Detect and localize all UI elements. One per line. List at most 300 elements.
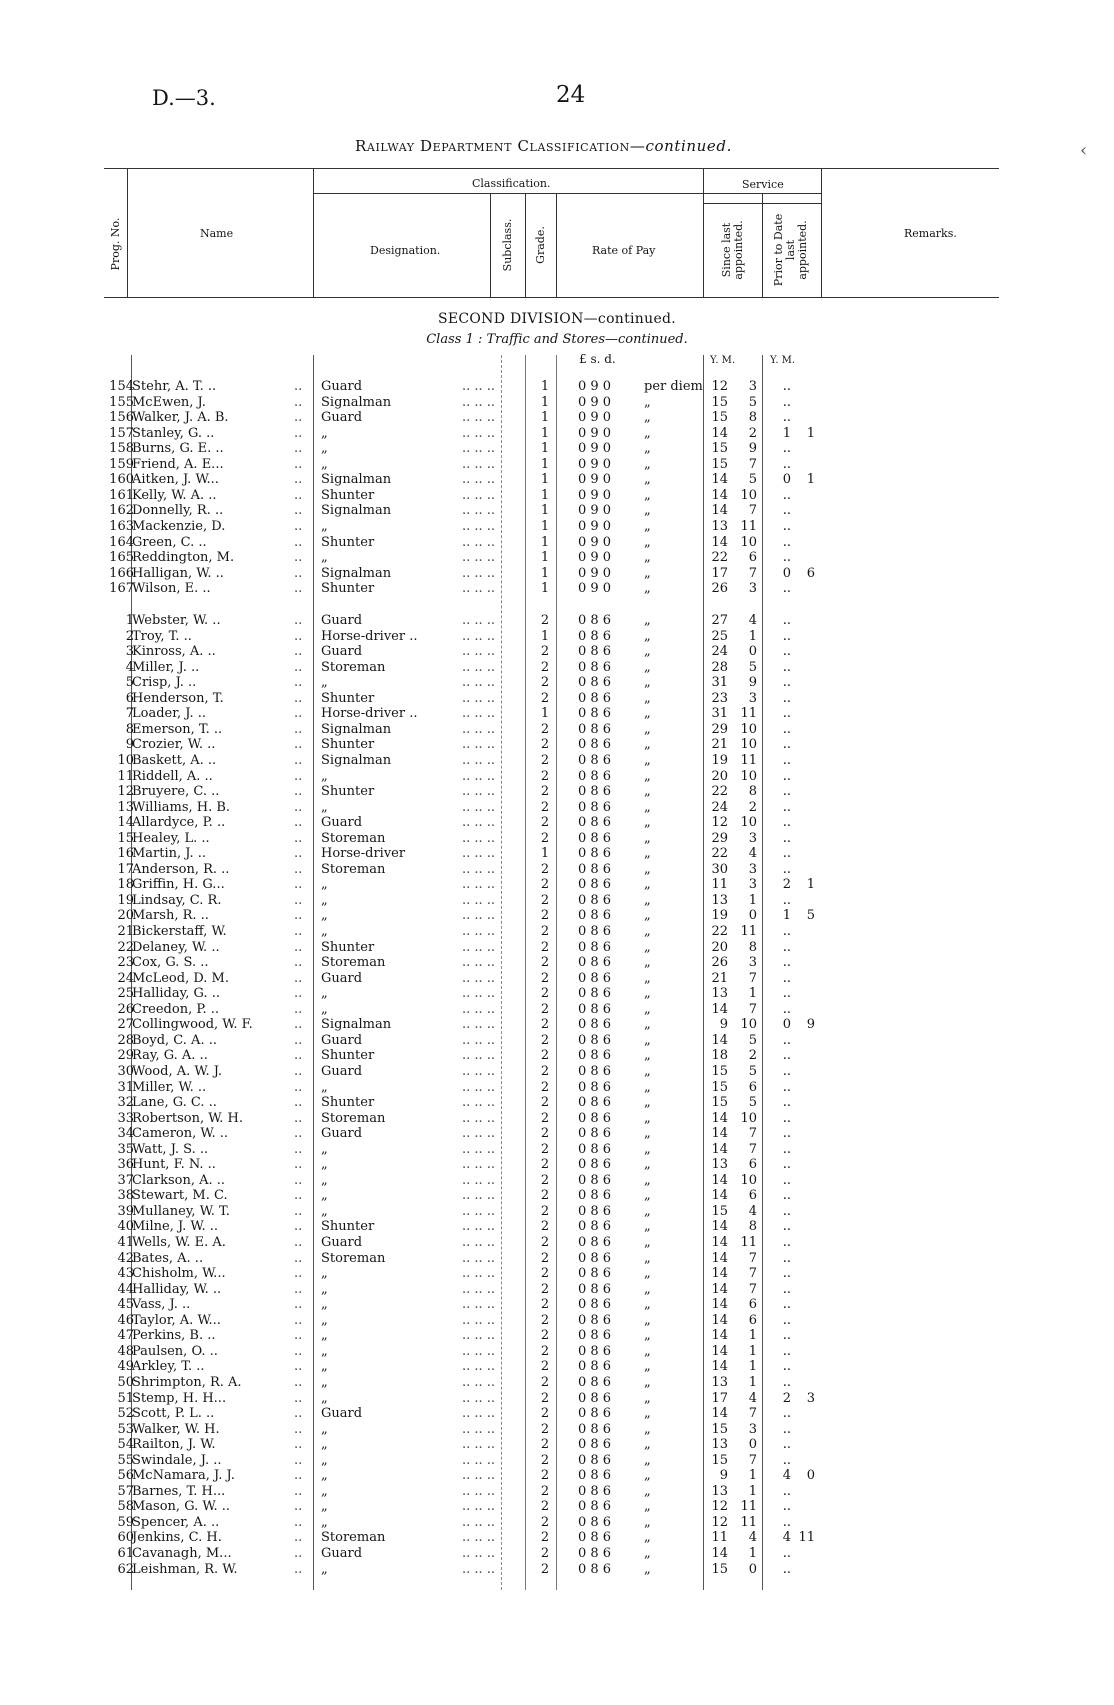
- service-months-cell: 7: [748, 1126, 757, 1142]
- grade-cell: 2: [540, 1374, 550, 1390]
- prog-no-cell: 43: [117, 1266, 134, 1282]
- rate-unit-cell: „: [644, 425, 651, 441]
- table-row: [0, 1017, 1114, 1033]
- table-row: [0, 1297, 1114, 1313]
- table-row: [0, 1126, 1114, 1142]
- service-months-cell: 4: [748, 613, 757, 628]
- rate-cell: 0 8 6: [578, 1374, 612, 1390]
- designation-cell: „: [321, 1561, 328, 1577]
- rate-unit-cell: „: [644, 690, 651, 706]
- rate-cell: 0 9 0: [578, 518, 612, 534]
- leader-dots: .. .. ..: [462, 1219, 496, 1235]
- rate-cell: 0 8 6: [578, 1048, 612, 1064]
- prior-years-cell: ..: [782, 939, 791, 955]
- service-months-cell: 6: [748, 1312, 757, 1328]
- prog-no-cell: 46: [117, 1312, 134, 1328]
- column-header-remarks: Remarks.: [904, 227, 957, 240]
- name-cell: Crisp, J. ..: [132, 675, 197, 691]
- section-subtitle: Class 1 : Traffic and Stores—continued.: [426, 332, 688, 347]
- table-row: [0, 644, 1114, 660]
- designation-cell: „: [321, 1312, 328, 1328]
- grade-cell: 2: [540, 1250, 550, 1266]
- service-years-cell: 20: [711, 768, 728, 784]
- prior-years-cell: ..: [782, 1001, 791, 1017]
- name-cell: Delaney, W. ..: [132, 939, 220, 955]
- service-months-cell: 10: [740, 721, 757, 737]
- table-row: [0, 1530, 1114, 1546]
- leader-dots: ..: [294, 737, 303, 753]
- rate-cell: 0 8 6: [578, 892, 612, 908]
- name-cell: Baskett, A. ..: [132, 752, 217, 768]
- leader-dots: .. .. ..: [462, 425, 496, 441]
- prog-no-cell: 38: [117, 1188, 134, 1204]
- prior-years-cell: ..: [782, 379, 791, 394]
- leader-dots: .. .. ..: [462, 1437, 496, 1453]
- leader-dots: ..: [294, 456, 303, 472]
- service-years-cell: 14: [711, 1126, 728, 1142]
- leader-dots: ..: [294, 1312, 303, 1328]
- rate-unit-cell: „: [644, 456, 651, 472]
- name-cell: Watt, J. S. ..: [132, 1141, 209, 1157]
- grade-cell: 2: [540, 659, 550, 675]
- service-months-cell: 10: [740, 1110, 757, 1126]
- name-cell: Taylor, A. W...: [132, 1312, 221, 1328]
- grade-cell: 1: [540, 628, 550, 644]
- designation-cell: Guard: [321, 1063, 363, 1079]
- name-cell: McNamara, J. J.: [132, 1468, 235, 1484]
- rate-cell: 0 8 6: [578, 784, 612, 800]
- grade-cell: 2: [540, 1437, 550, 1453]
- rate-unit-cell: „: [644, 784, 651, 800]
- prog-no-cell: 163: [109, 518, 134, 534]
- service-months-cell: 3: [748, 877, 757, 893]
- rate-cell: 0 8 6: [578, 1421, 612, 1437]
- rate-unit-cell: „: [644, 1343, 651, 1359]
- designation-cell: Guard: [321, 815, 363, 831]
- prog-no-cell: 11: [117, 768, 134, 784]
- column-header-grade: Grade.: [534, 226, 547, 264]
- rate-cell: 0 9 0: [578, 379, 612, 394]
- prior-years-cell: 1: [782, 908, 791, 924]
- service-months-cell: 1: [748, 1468, 757, 1484]
- service-months-cell: 8: [748, 939, 757, 955]
- prior-years-cell: 1: [782, 425, 791, 441]
- service-years-cell: 9: [719, 1468, 728, 1484]
- table-row: [0, 550, 1114, 566]
- margin-mark: ‹: [1080, 140, 1088, 161]
- service-months-cell: 5: [748, 1095, 757, 1111]
- grade-cell: 1: [540, 487, 550, 503]
- service-years-cell: 29: [711, 721, 728, 737]
- prog-no-cell: 23: [117, 955, 134, 971]
- prior-years-cell: 0: [782, 1017, 791, 1033]
- leader-dots: .. .. ..: [462, 1561, 496, 1577]
- service-months-cell: 11: [740, 1235, 757, 1250]
- rate-unit-cell: „: [644, 472, 651, 488]
- prog-no-cell: 33: [117, 1110, 134, 1126]
- grade-cell: 2: [540, 1048, 550, 1064]
- rate-cell: 0 8 6: [578, 1001, 612, 1017]
- service-years-cell: 22: [711, 784, 728, 800]
- grade-cell: 2: [540, 1219, 550, 1235]
- prior-years-cell: ..: [782, 1546, 791, 1561]
- rate-cell: 0 8 6: [578, 1281, 612, 1297]
- prior-years-cell: ..: [782, 752, 791, 768]
- leader-dots: ..: [294, 861, 303, 877]
- prior-months-cell: 0: [806, 1468, 815, 1484]
- service-years-cell: 15: [711, 1063, 728, 1079]
- leader-dots: .. .. ..: [462, 1390, 496, 1406]
- prior-years-cell: ..: [782, 1343, 791, 1359]
- grade-cell: 2: [540, 986, 550, 1002]
- rate-unit-cell: „: [644, 768, 651, 784]
- leader-dots: ..: [294, 503, 303, 519]
- designation-cell: „: [321, 1359, 328, 1375]
- leader-dots: ..: [294, 487, 303, 503]
- name-cell: Shrimpton, R. A.: [132, 1374, 242, 1390]
- rate-unit-cell: „: [644, 644, 651, 660]
- name-cell: Walker, J. A. B.: [132, 410, 229, 426]
- rate-unit-cell: „: [644, 752, 651, 768]
- service-years-cell: 15: [711, 1203, 728, 1219]
- leader-dots: ..: [294, 1297, 303, 1313]
- prog-no-cell: 34: [117, 1126, 134, 1142]
- prog-no-cell: 53: [117, 1421, 134, 1437]
- table-row: [0, 940, 1114, 956]
- prior-years-cell: ..: [782, 815, 791, 831]
- prog-no-cell: 26: [117, 1001, 134, 1017]
- prior-years-cell: ..: [782, 487, 791, 503]
- table-row: [0, 581, 1114, 597]
- table-row: [0, 722, 1114, 738]
- rate-unit-cell: „: [644, 924, 651, 939]
- name-cell: Halliday, W. ..: [132, 1281, 222, 1297]
- designation-cell: Guard: [321, 970, 363, 986]
- leader-dots: ..: [294, 1001, 303, 1017]
- name-cell: Halligan, W. ..: [132, 565, 224, 581]
- table-row: [0, 877, 1114, 893]
- column-header-prog-no: Prog. No.: [109, 217, 122, 271]
- grade-cell: 1: [540, 534, 550, 550]
- name-cell: Anderson, R. ..: [132, 861, 230, 877]
- leader-dots: ..: [294, 768, 303, 784]
- column-header-prior-to-date: Prior to Date last appointed.: [772, 213, 809, 287]
- name-cell: Miller, J. ..: [132, 659, 200, 675]
- table-row: [0, 1422, 1114, 1438]
- rate-unit-cell: „: [644, 394, 651, 410]
- leader-dots: ..: [294, 752, 303, 768]
- prog-no-cell: 159: [109, 456, 134, 472]
- rate-unit-cell: „: [644, 581, 651, 597]
- column-header-subclass: Subclass.: [501, 218, 514, 272]
- table-row: [0, 1173, 1114, 1189]
- designation-cell: „: [321, 456, 328, 472]
- prog-no-cell: 44: [117, 1281, 134, 1297]
- service-years-cell: 14: [711, 487, 728, 503]
- service-years-cell: 17: [711, 565, 728, 581]
- leader-dots: .. .. ..: [462, 1203, 496, 1219]
- leader-dots: ..: [294, 815, 303, 831]
- grade-cell: 2: [540, 1328, 550, 1344]
- leader-dots: .. .. ..: [462, 1499, 496, 1515]
- prior-years-cell: ..: [782, 441, 791, 457]
- rate-cell: 0 8 6: [578, 1157, 612, 1173]
- prog-no-cell: 56: [117, 1468, 134, 1484]
- designation-cell: Storeman: [321, 1250, 386, 1266]
- leader-dots: ..: [294, 1499, 303, 1515]
- leader-dots: ..: [294, 690, 303, 706]
- name-cell: Cavanagh, M...: [132, 1546, 232, 1561]
- rate-unit-cell: „: [644, 675, 651, 691]
- leader-dots: ..: [294, 425, 303, 441]
- service-years-cell: 15: [711, 456, 728, 472]
- rate-unit-cell: „: [644, 892, 651, 908]
- service-years-cell: 14: [711, 1343, 728, 1359]
- prior-years-cell: ..: [782, 1483, 791, 1499]
- prior-years-cell: ..: [782, 1110, 791, 1126]
- prior-years-cell: ..: [782, 1141, 791, 1157]
- table-row: [0, 519, 1114, 535]
- column-header-classification: Classification.: [472, 177, 551, 190]
- rate-unit-cell: „: [644, 955, 651, 971]
- column-header-name: Name: [200, 227, 234, 240]
- designation-cell: Guard: [321, 613, 363, 628]
- rate-cell: 0 8 6: [578, 1141, 612, 1157]
- leader-dots: ..: [294, 846, 303, 862]
- designation-cell: Shunter: [321, 1095, 375, 1111]
- prior-years-cell: ..: [782, 410, 791, 426]
- rate-cell: 0 8 6: [578, 659, 612, 675]
- name-cell: Hunt, F. N. ..: [132, 1157, 216, 1173]
- rate-cell: 0 8 6: [578, 939, 612, 955]
- leader-dots: ..: [294, 565, 303, 581]
- leader-dots: ..: [294, 441, 303, 457]
- rate-cell: 0 8 6: [578, 924, 612, 939]
- leader-dots: .. .. ..: [462, 1141, 496, 1157]
- leader-dots: ..: [294, 379, 303, 394]
- service-months-cell: 9: [748, 441, 757, 457]
- service-years-cell: 24: [711, 799, 728, 815]
- leader-dots: ..: [294, 1203, 303, 1219]
- rate-cell: 0 9 0: [578, 550, 612, 566]
- prior-years-cell: ..: [782, 690, 791, 706]
- rate-unit-cell: „: [644, 1250, 651, 1266]
- designation-cell: „: [321, 1203, 328, 1219]
- rate-cell: 0 9 0: [578, 503, 612, 519]
- rate-unit-cell: „: [644, 441, 651, 457]
- service-years-cell: 15: [711, 1421, 728, 1437]
- grade-cell: 1: [540, 503, 550, 519]
- leader-dots: .. .. ..: [462, 690, 496, 706]
- leader-dots: .. .. ..: [462, 1079, 496, 1095]
- rate-cell: 0 8 6: [578, 1110, 612, 1126]
- name-cell: Mason, G. W. ..: [132, 1499, 231, 1515]
- grade-cell: 2: [540, 877, 550, 893]
- leader-dots: .. .. ..: [462, 1048, 496, 1064]
- leader-dots: .. .. ..: [462, 518, 496, 534]
- prog-no-cell: 47: [117, 1328, 134, 1344]
- table-row: [0, 846, 1114, 862]
- grade-cell: 2: [540, 1468, 550, 1484]
- table-row: [0, 1562, 1114, 1578]
- prog-no-cell: 166: [109, 565, 134, 581]
- name-cell: Collingwood, W. F.: [132, 1017, 253, 1033]
- rate-cell: 0 8 6: [578, 1561, 612, 1577]
- service-months-cell: 6: [748, 550, 757, 566]
- leader-dots: .. .. ..: [462, 970, 496, 986]
- page-title: [355, 137, 732, 155]
- prog-no-cell: 7: [125, 706, 134, 722]
- rate-unit-cell: „: [644, 815, 651, 831]
- service-months-cell: 7: [748, 1281, 757, 1297]
- service-years-cell: 17: [711, 1390, 728, 1406]
- leader-dots: ..: [294, 550, 303, 566]
- leader-dots: ..: [294, 1235, 303, 1250]
- table-row: [0, 986, 1114, 1002]
- service-months-cell: 1: [748, 1374, 757, 1390]
- name-cell: Friend, A. E...: [132, 456, 224, 472]
- rate-unit-cell: „: [644, 721, 651, 737]
- name-cell: Wells, W. E. A.: [132, 1235, 226, 1250]
- prog-no-cell: 31: [117, 1079, 134, 1095]
- column-header-rate-of-pay: Rate of Pay: [592, 244, 656, 257]
- service-months-cell: 0: [748, 644, 757, 660]
- rate-unit-cell: „: [644, 1514, 651, 1530]
- prior-years-cell: ..: [782, 768, 791, 784]
- leader-dots: .. .. ..: [462, 1452, 496, 1468]
- prior-years-cell: ..: [782, 1359, 791, 1375]
- rate-unit-cell: „: [644, 1110, 651, 1126]
- name-cell: Stehr, A. T. ..: [132, 379, 217, 394]
- leader-dots: ..: [294, 1468, 303, 1484]
- leader-dots: ..: [294, 394, 303, 410]
- service-months-cell: 11: [740, 518, 757, 534]
- service-months-cell: 6: [748, 1157, 757, 1173]
- leader-dots: ..: [294, 1328, 303, 1344]
- designation-cell: Shunter: [321, 784, 375, 800]
- leader-dots: ..: [294, 628, 303, 644]
- name-cell: Arkley, T. ..: [132, 1359, 205, 1375]
- prog-no-cell: 37: [117, 1172, 134, 1188]
- grade-cell: 2: [540, 1141, 550, 1157]
- leader-dots: .. .. ..: [462, 675, 496, 691]
- rate-cell: 0 8 6: [578, 1468, 612, 1484]
- service-years-cell: 22: [711, 550, 728, 566]
- service-months-cell: 4: [748, 1390, 757, 1406]
- designation-cell: „: [321, 1452, 328, 1468]
- rate-cell: 0 8 6: [578, 970, 612, 986]
- name-cell: Riddell, A. ..: [132, 768, 213, 784]
- prog-no-cell: 20: [117, 908, 134, 924]
- table-row: [0, 737, 1114, 753]
- prior-years-cell: ..: [782, 1406, 791, 1422]
- prog-no-cell: 51: [117, 1390, 134, 1406]
- prior-years-cell: ..: [782, 581, 791, 597]
- service-months-cell: 8: [748, 1219, 757, 1235]
- service-months-cell: 1: [748, 986, 757, 1002]
- table-row: [0, 660, 1114, 676]
- leader-dots: ..: [294, 706, 303, 722]
- designation-cell: „: [321, 1421, 328, 1437]
- name-cell: Emerson, T. ..: [132, 721, 223, 737]
- service-months-cell: 6: [748, 1297, 757, 1313]
- designation-cell: Shunter: [321, 534, 375, 550]
- prog-no-cell: 42: [117, 1250, 134, 1266]
- table-row: [0, 1219, 1114, 1235]
- leader-dots: .. .. ..: [462, 1468, 496, 1484]
- table-row: [0, 1251, 1114, 1267]
- designation-cell: Shunter: [321, 487, 375, 503]
- designation-cell: Signalman: [321, 1017, 392, 1033]
- service-months-cell: 3: [748, 830, 757, 846]
- grade-cell: 1: [540, 472, 550, 488]
- rate-unit-cell: „: [644, 846, 651, 862]
- designation-cell: Signalman: [321, 721, 392, 737]
- prior-years-cell: ..: [782, 986, 791, 1002]
- leader-dots: ..: [294, 1421, 303, 1437]
- grade-cell: 1: [540, 518, 550, 534]
- designation-cell: Storeman: [321, 861, 386, 877]
- rate-unit-cell: „: [644, 1437, 651, 1453]
- prog-no-cell: 35: [117, 1141, 134, 1157]
- service-months-cell: 0: [748, 1561, 757, 1577]
- designation-cell: „: [321, 1297, 328, 1313]
- prog-no-cell: 62: [117, 1561, 134, 1577]
- name-cell: Allardyce, P. ..: [132, 815, 226, 831]
- grade-cell: 2: [540, 1063, 550, 1079]
- rate-cell: 0 8 6: [578, 721, 612, 737]
- leader-dots: .. .. ..: [462, 1250, 496, 1266]
- grade-cell: 2: [540, 892, 550, 908]
- prior-units-header: Y. M.: [770, 355, 796, 366]
- service-months-cell: 11: [740, 924, 757, 939]
- prior-years-cell: ..: [782, 784, 791, 800]
- prog-no-cell: 6: [125, 690, 134, 706]
- service-months-cell: 5: [748, 472, 757, 488]
- service-units-header: Y. M.: [710, 355, 736, 366]
- service-years-cell: 23: [711, 690, 728, 706]
- prog-no-cell: 27: [117, 1017, 134, 1033]
- table-row: [0, 675, 1114, 691]
- name-cell: Cameron, W. ..: [132, 1126, 229, 1142]
- leader-dots: .. .. ..: [462, 503, 496, 519]
- grade-cell: 2: [540, 1530, 550, 1546]
- service-months-cell: 6: [748, 1188, 757, 1204]
- prior-years-cell: 2: [782, 877, 791, 893]
- name-cell: Walker, W. H.: [132, 1421, 220, 1437]
- leader-dots: .. .. ..: [462, 1017, 496, 1033]
- designation-cell: „: [321, 908, 328, 924]
- service-years-cell: 13: [711, 518, 728, 534]
- service-years-cell: 15: [711, 394, 728, 410]
- table-row: [0, 535, 1114, 551]
- rate-unit-cell: „: [644, 1374, 651, 1390]
- prog-no-cell: 30: [117, 1063, 134, 1079]
- grade-cell: 1: [540, 550, 550, 566]
- table-row: [0, 503, 1114, 519]
- table-row: [0, 1546, 1114, 1562]
- designation-cell: „: [321, 1266, 328, 1282]
- rate-unit-cell: „: [644, 1499, 651, 1515]
- pay-units-header: £ s. d.: [579, 352, 616, 366]
- service-months-cell: 10: [740, 1017, 757, 1033]
- rate-unit-cell: „: [644, 970, 651, 986]
- service-years-cell: 27: [711, 613, 728, 628]
- prior-years-cell: 4: [782, 1530, 791, 1546]
- name-cell: Wilson, E. ..: [132, 581, 211, 597]
- table-row: [0, 800, 1114, 816]
- prior-years-cell: ..: [782, 830, 791, 846]
